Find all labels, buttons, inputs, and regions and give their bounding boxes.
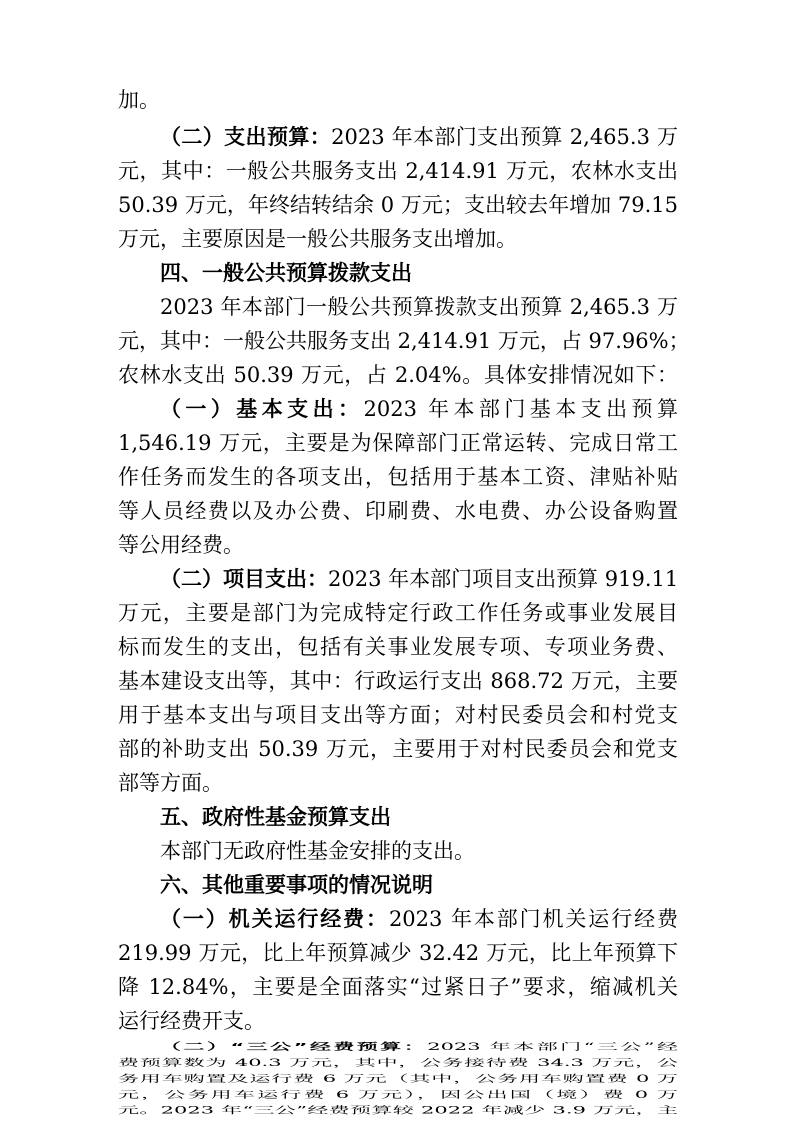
final-paragraph bbox=[0, 551, 793, 1117]
text-line: 农林水支出 50.39 万元，占 2.04%。具体安排情况如下： bbox=[118, 363, 678, 387]
text-line: 等公用经费。 bbox=[118, 533, 244, 557]
text-line: 万元，主要原因是一般公共服务支出增加。 bbox=[118, 227, 517, 251]
text-line: 部等方面。 bbox=[118, 771, 223, 795]
section-heading: 四、一般公共预算拨款支出 bbox=[160, 261, 412, 285]
text-line: 标而发生的支出，包括有关事业发展专项、专项业务费、 bbox=[118, 635, 678, 659]
text-line: 本部门无政府性基金安排的支出。 bbox=[160, 839, 475, 863]
text-line: 加。 bbox=[118, 88, 160, 112]
text-line: 基本建设支出等，其中：行政运行支出 868.72 万元，主要 bbox=[118, 669, 678, 693]
text-span: 2023 年本部门项目支出预算 919.11 bbox=[328, 567, 679, 591]
text-line: 万元，主要是部门为完成特定行政工作任务或事业发展目 bbox=[118, 601, 678, 625]
text-line: 2023 年本部门一般公共预算拨款支出预算 2,465.3 万 bbox=[160, 295, 678, 319]
section-heading: 五、政府性基金预算支出 bbox=[160, 805, 391, 829]
inline-heading: （二）“三公”经费预算： bbox=[160, 1040, 428, 1053]
text-line: 元，其中：一般公共服务支出 2,414.91 万元，农林水支出 bbox=[118, 159, 678, 183]
text-line: 部的补助支出 50.39 万元，主要用于对村民委员会和党支 bbox=[118, 737, 678, 761]
text-line: 运行经费开支。 bbox=[118, 1009, 265, 1033]
text-line: 元。2023 年“三公”经费预算较 2022 年减少 3.9 万元，主 bbox=[118, 1104, 678, 1117]
text-span: 2023 年本部门支出预算 2,465.3 万 bbox=[331, 125, 679, 149]
text-line: 50.39 万元，年终结转结余 0 万元；支出较去年增加 79.15 bbox=[118, 193, 678, 217]
section-heading: 六、其他重要事项的情况说明 bbox=[160, 873, 433, 897]
inline-heading: （一）机关运行经费： bbox=[160, 907, 389, 931]
text-line: 等人员经费以及办公费、印刷费、水电费、办公设备购置 bbox=[118, 499, 678, 523]
inline-heading: （二）项目支出： bbox=[160, 567, 328, 591]
text-line bbox=[160, 121, 678, 153]
text-line: 元，其中：一般公共服务支出 2,414.91 万元，占 97.96%； bbox=[118, 329, 690, 353]
text-span: 2023 年本部门基本支出预算 bbox=[363, 397, 678, 421]
text-line: 1,546.19 万元，主要是为保障部门正常运转、完成日常工 bbox=[118, 431, 678, 455]
inline-heading: （一）基本支出： bbox=[160, 397, 364, 421]
text-line: 作任务而发生的各项支出，包括用于基本工资、津贴补贴 bbox=[118, 465, 678, 489]
text-line bbox=[160, 393, 678, 425]
text-line: 降 12.84%，主要是全面落实“过紧日子”要求，缩减机关 bbox=[118, 975, 678, 999]
text-line: 费预算数为 40.3 万元，其中，公务接待费 34.3 万元，公 bbox=[118, 1056, 678, 1069]
inline-heading: （二）支出预算： bbox=[160, 125, 332, 149]
text-span: 2023 年本部门机关运行经费 bbox=[388, 907, 678, 931]
text-span: 2023 年本部门“三公”经 bbox=[427, 1040, 678, 1053]
text-line: 219.99 万元，比上年预算减少 32.42 万元，比上年预算下 bbox=[118, 941, 678, 965]
text-line: 用于基本支出与项目支出等方面；对村民委员会和村党支 bbox=[118, 703, 678, 727]
text-line: 元，公务用车运行费 6 万元），因公出国（境）费 0 万 bbox=[118, 1088, 678, 1101]
text-line: 务用车购置及运行费 6 万元（其中，公务用车购置费 0 万 bbox=[118, 1072, 678, 1085]
text-line bbox=[160, 1039, 678, 1054]
